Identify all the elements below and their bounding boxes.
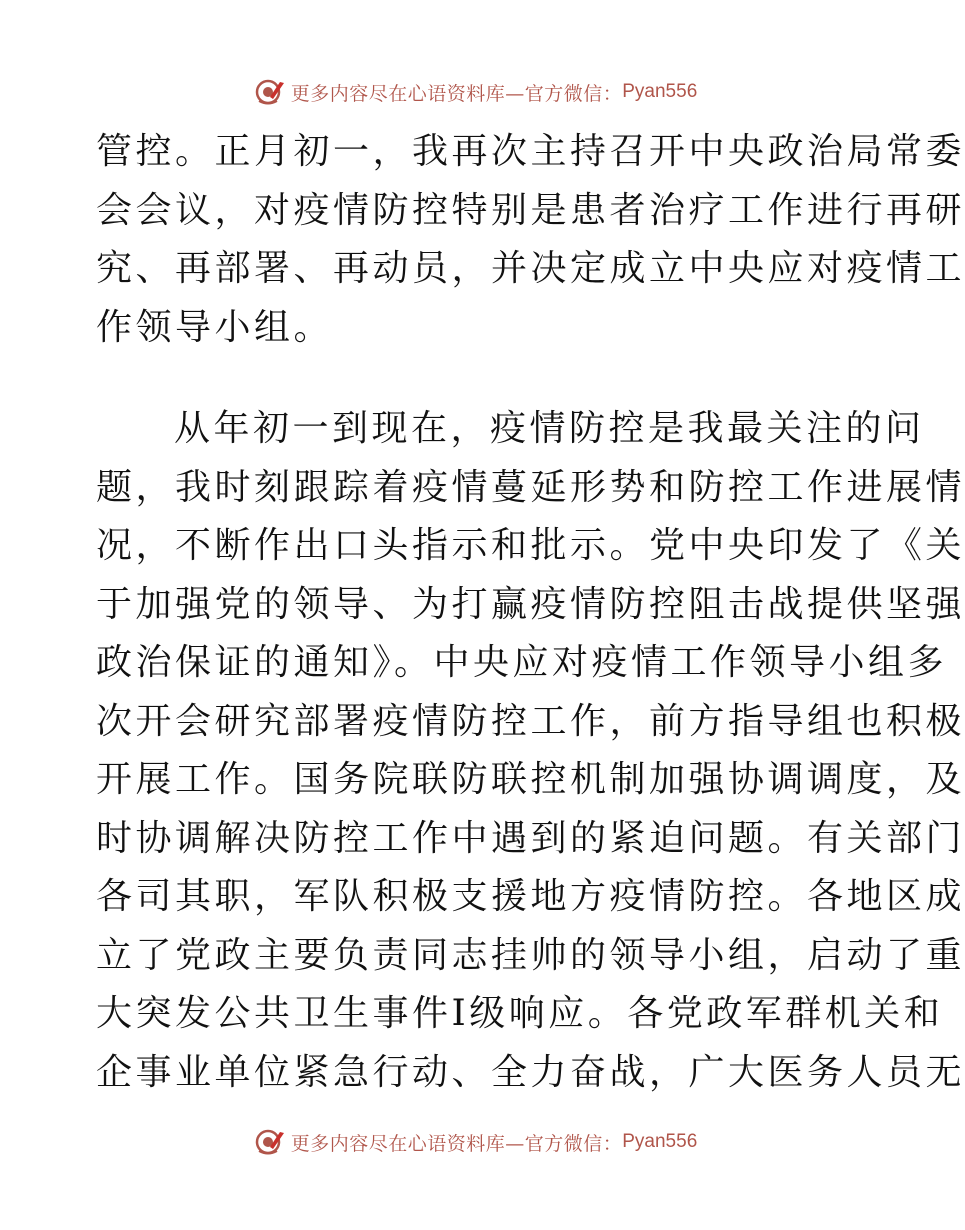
paragraph: [96, 123, 965, 357]
text-line: 开展工作。国务院联防联控机制加强协调调度，及: [96, 759, 965, 800]
text-line: 次开会研究部署疫情防控工作，前方指导组也积极: [96, 700, 965, 742]
text-line: 企事业单位紧急行动、全力奋战，广大医务人员无: [96, 1051, 965, 1093]
watermark-text: 更多内容尽在心语资料库—官方微信：: [290, 82, 623, 105]
text-line: 立了党政主要负责同志挂帅的领导小组，启动了重: [96, 934, 965, 976]
text-line: 从年初一到现在，疫情防控是我最关注的问: [174, 408, 925, 449]
text-line: 作领导小组。: [96, 306, 334, 348]
text-line: 大突发公共卫生事件Ⅰ级响应。各党政军群机关和: [96, 993, 944, 1034]
watermark-wechat-id: Pyan556: [622, 81, 698, 102]
text-line: 会会议，对疫情防控特别是患者治疗工作进行再研: [96, 189, 965, 231]
watermark-text: 更多内容尽在心语资料库—官方微信：: [290, 1132, 623, 1155]
text-line: 题，我时刻跟踪着疫情蔓延形势和防控工作进展情: [96, 466, 965, 508]
logo-icon: [253, 77, 287, 107]
logo-icon: [253, 1127, 287, 1157]
paragraph-gap: [96, 357, 856, 400]
text-line: 管控。正月初一，我再次主持召开中央政治局常委: [96, 131, 965, 172]
text-line: 时协调解决防控工作中遇到的紧迫问题。有关部门: [96, 817, 965, 859]
text-line: 各司其职，军队积极支援地方疫情防控。各地区成: [96, 876, 965, 917]
document-body: [96, 123, 965, 1102]
footer-watermark: [0, 1122, 950, 1162]
text-line: 究、再部署、再动员，并决定成立中央应对疫情工: [96, 248, 965, 289]
text-line: 政治保证的通知》。中央应对疫情工作领导小组多: [96, 642, 948, 683]
header-watermark: [0, 72, 950, 112]
paragraph: [96, 400, 965, 1102]
text-line: 况，不断作出口头指示和批示。党中央印发了《关: [96, 525, 965, 566]
watermark-wechat-id: Pyan556: [622, 1131, 698, 1152]
text-line: 于加强党的领导、为打赢疫情防控阻击战提供坚强: [96, 583, 965, 625]
